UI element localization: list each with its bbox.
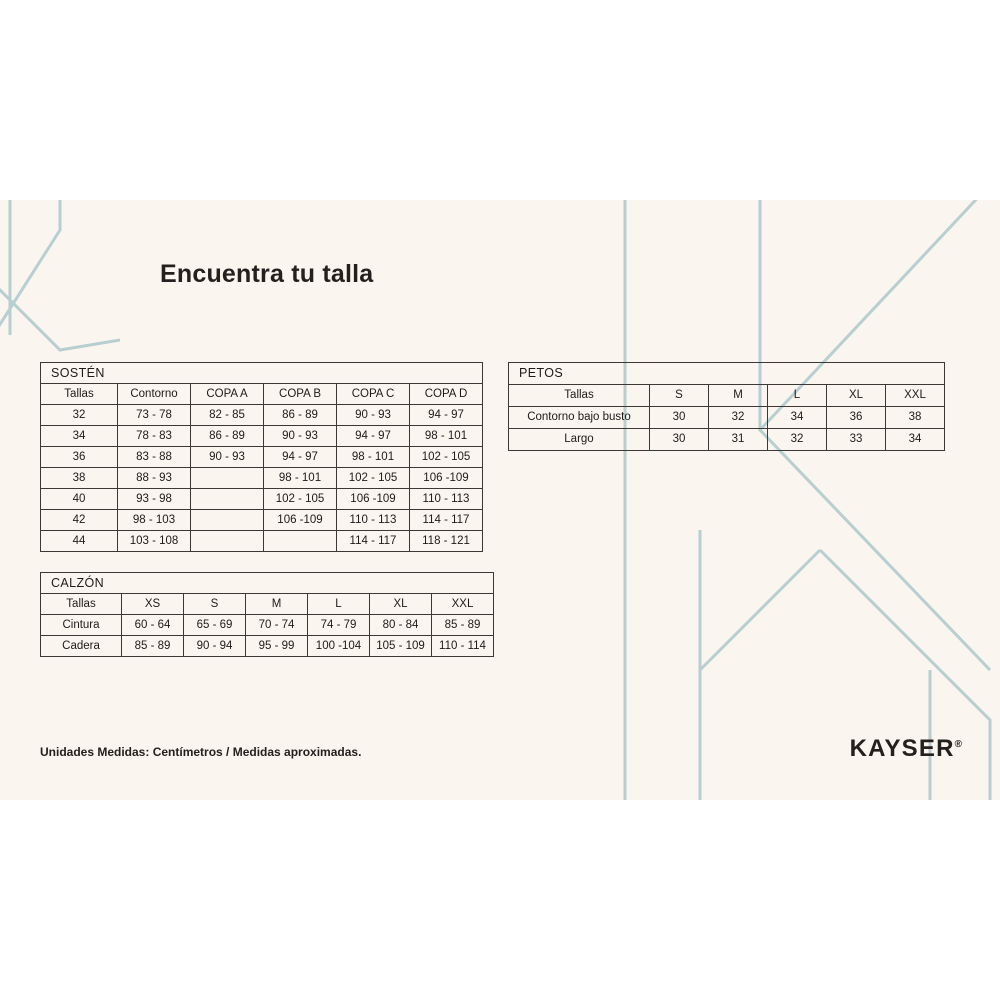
cell: 94 - 97 [337, 426, 410, 447]
table-section-header-row [41, 573, 494, 594]
cell: 106 -109 [264, 510, 337, 531]
cell: 90 - 93 [191, 447, 264, 468]
cell-empty [191, 489, 264, 510]
cell: 38 [41, 468, 118, 489]
cell: 44 [41, 531, 118, 552]
cell: 95 - 99 [246, 636, 308, 657]
cell: 34 [41, 426, 118, 447]
table-petos [508, 362, 945, 451]
cell: 98 - 101 [264, 468, 337, 489]
col-header: XL [827, 385, 886, 407]
col-header: XL [370, 594, 432, 615]
brand-logo [850, 735, 962, 763]
cell: 65 - 69 [184, 615, 246, 636]
col-header: XXL [432, 594, 494, 615]
cell: Contorno bajo busto [509, 407, 650, 429]
registered-mark-icon: ® [954, 739, 962, 750]
cell: 60 - 64 [122, 615, 184, 636]
table-row [41, 426, 483, 447]
cell: 73 - 78 [118, 405, 191, 426]
section-label-petos: PETOS [509, 363, 945, 385]
cell: 83 - 88 [118, 447, 191, 468]
cell: 93 - 98 [118, 489, 191, 510]
cell: 85 - 89 [432, 615, 494, 636]
cell: 90 - 93 [337, 405, 410, 426]
table-header-row [509, 385, 945, 407]
cell: 100 -104 [308, 636, 370, 657]
cell: 98 - 101 [337, 447, 410, 468]
table-calzon [40, 572, 494, 657]
col-header: COPA C [337, 384, 410, 405]
col-header: L [768, 385, 827, 407]
cell: 110 - 113 [410, 489, 483, 510]
col-header: S [184, 594, 246, 615]
table-section-header-row [509, 363, 945, 385]
cell: 38 [886, 407, 945, 429]
table-row [41, 468, 483, 489]
cell: 110 - 114 [432, 636, 494, 657]
table-sosten [40, 362, 483, 552]
cell: 110 - 113 [337, 510, 410, 531]
cell: 34 [886, 429, 945, 451]
cell: 102 - 105 [337, 468, 410, 489]
cell: 106 -109 [410, 468, 483, 489]
cell: Largo [509, 429, 650, 451]
table-section-header-row [41, 363, 483, 384]
table-row [41, 489, 483, 510]
cell: 32 [768, 429, 827, 451]
table-row [41, 636, 494, 657]
cell: 114 - 117 [337, 531, 410, 552]
cell: 90 - 94 [184, 636, 246, 657]
cell: 74 - 79 [308, 615, 370, 636]
cell: 78 - 83 [118, 426, 191, 447]
cell: 94 - 97 [410, 405, 483, 426]
units-footnote: Unidades Medidas: Centímetros / Medidas aproximadas. [40, 745, 362, 759]
cell: 98 - 103 [118, 510, 191, 531]
col-header: S [650, 385, 709, 407]
cell: 80 - 84 [370, 615, 432, 636]
cell: 103 - 108 [118, 531, 191, 552]
table-row [41, 615, 494, 636]
cell: 82 - 85 [191, 405, 264, 426]
col-header: COPA D [410, 384, 483, 405]
cell: 34 [768, 407, 827, 429]
cell: 70 - 74 [246, 615, 308, 636]
cell: 88 - 93 [118, 468, 191, 489]
cell: 30 [650, 429, 709, 451]
col-header: M [246, 594, 308, 615]
col-header: XS [122, 594, 184, 615]
cell: 114 - 117 [410, 510, 483, 531]
cell: Cadera [41, 636, 122, 657]
section-label-calzon: CALZÓN [41, 573, 494, 594]
cell-empty [191, 531, 264, 552]
cell: 90 - 93 [264, 426, 337, 447]
cell: 33 [827, 429, 886, 451]
cell: Cintura [41, 615, 122, 636]
section-label-sosten: SOSTÉN [41, 363, 483, 384]
cell: 31 [709, 429, 768, 451]
cell: 32 [41, 405, 118, 426]
cell: 106 -109 [337, 489, 410, 510]
cell: 40 [41, 489, 118, 510]
cell: 105 - 109 [370, 636, 432, 657]
table-row [41, 531, 483, 552]
col-header: COPA B [264, 384, 337, 405]
table-row [41, 510, 483, 531]
cell: 86 - 89 [191, 426, 264, 447]
cell: 94 - 97 [264, 447, 337, 468]
col-header: Tallas [41, 594, 122, 615]
table-header-row [41, 594, 494, 615]
col-header: Tallas [509, 385, 650, 407]
cell: 98 - 101 [410, 426, 483, 447]
cell: 36 [827, 407, 886, 429]
col-header: Contorno [118, 384, 191, 405]
cell: 32 [709, 407, 768, 429]
cell: 102 - 105 [410, 447, 483, 468]
cell: 30 [650, 407, 709, 429]
col-header: Tallas [41, 384, 118, 405]
table-header-row [41, 384, 483, 405]
cell: 85 - 89 [122, 636, 184, 657]
table-row [41, 447, 483, 468]
cell: 36 [41, 447, 118, 468]
col-header: COPA A [191, 384, 264, 405]
cell: 42 [41, 510, 118, 531]
col-header: M [709, 385, 768, 407]
cell-empty [191, 510, 264, 531]
col-header: XXL [886, 385, 945, 407]
table-row [509, 407, 945, 429]
table-row [41, 405, 483, 426]
col-header: L [308, 594, 370, 615]
size-guide-card [0, 200, 1000, 800]
cell: 86 - 89 [264, 405, 337, 426]
cell: 102 - 105 [264, 489, 337, 510]
cell-empty [264, 531, 337, 552]
table-row [509, 429, 945, 451]
brand-name: KAYSER [849, 735, 955, 762]
page-title: Encuentra tu talla [160, 260, 374, 288]
cell: 118 - 121 [410, 531, 483, 552]
cell-empty [191, 468, 264, 489]
